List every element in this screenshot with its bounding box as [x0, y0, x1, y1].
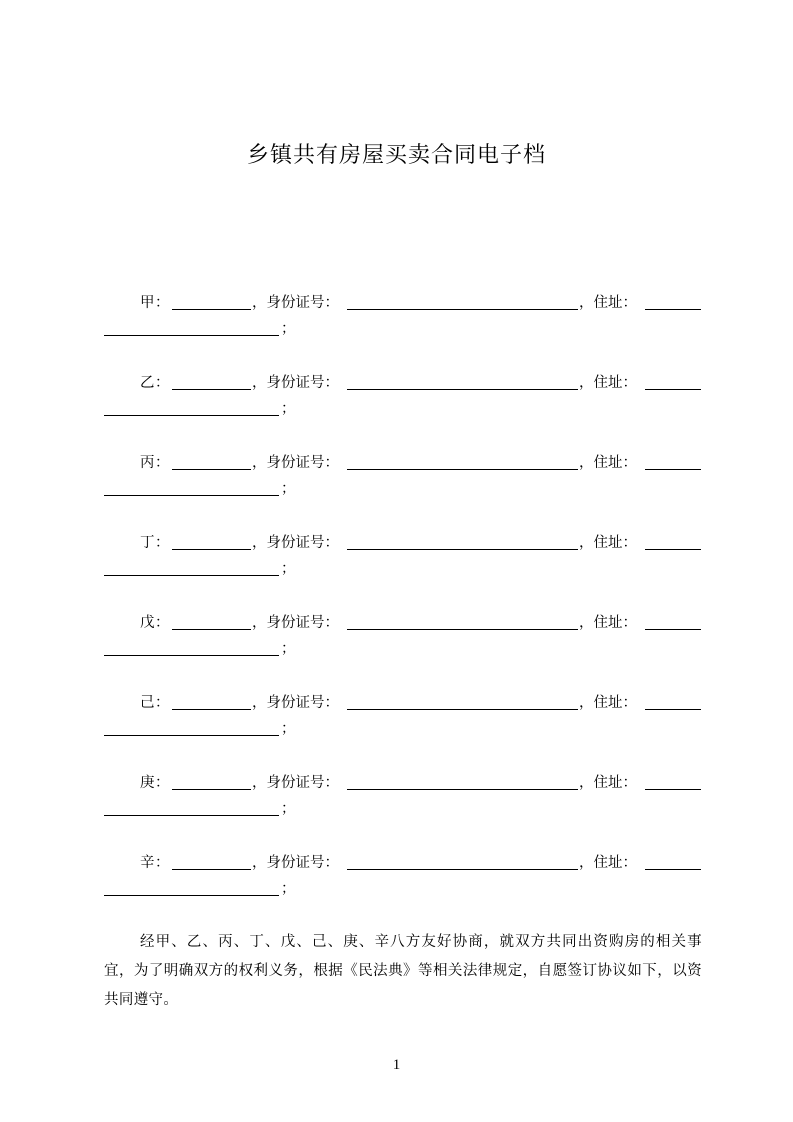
party-name: 辛 — [140, 855, 155, 871]
id-number-label: ，身份证号： — [252, 615, 339, 631]
address-blank[interactable] — [645, 629, 701, 630]
id-number-label: ，身份证号： — [252, 775, 339, 791]
party-name: 己 — [140, 695, 155, 711]
end-semicolon: ； — [281, 881, 296, 897]
party-name: 戊 — [140, 615, 155, 631]
party-row — [104, 373, 700, 423]
address-blank[interactable] — [645, 869, 701, 870]
party-row — [104, 693, 700, 743]
colon-label: ： — [155, 855, 170, 871]
address-label: ，住址： — [579, 775, 637, 791]
id-number-label: ，身份证号： — [252, 695, 339, 711]
id-number-label: ，身份证号： — [252, 455, 339, 471]
address-blank-continued[interactable] — [104, 335, 279, 336]
address-label: ，住址： — [579, 295, 637, 311]
end-semicolon: ； — [281, 401, 296, 417]
party-name-blank[interactable] — [172, 309, 251, 310]
colon-label: ： — [155, 535, 170, 551]
end-semicolon: ； — [281, 721, 296, 737]
end-semicolon: ； — [281, 641, 296, 657]
address-label: ，住址： — [579, 855, 637, 871]
party-name-blank[interactable] — [172, 789, 251, 790]
address-label: ，住址： — [579, 615, 637, 631]
address-blank[interactable] — [645, 709, 701, 710]
address-blank-continued[interactable] — [104, 815, 279, 816]
id-number-blank[interactable] — [347, 309, 578, 310]
address-blank[interactable] — [645, 469, 701, 470]
colon-label: ： — [155, 375, 170, 391]
party-name: 庚 — [140, 775, 155, 791]
id-number-blank[interactable] — [347, 789, 578, 790]
party-name-blank[interactable] — [172, 629, 251, 630]
colon-label: ： — [155, 615, 170, 631]
id-number-label: ，身份证号： — [252, 295, 339, 311]
colon-label: ： — [155, 455, 170, 471]
party-name: 乙 — [140, 375, 155, 391]
id-number-blank[interactable] — [347, 869, 578, 870]
end-semicolon: ； — [281, 801, 296, 817]
id-number-blank[interactable] — [347, 549, 578, 550]
document-title: 乡镇共有房屋买卖合同电子档 — [246, 143, 546, 168]
party-row — [104, 533, 700, 583]
page-number: 1 — [392, 1057, 401, 1073]
address-label: ，住址： — [579, 375, 637, 391]
end-semicolon: ； — [281, 561, 296, 577]
id-number-label: ，身份证号： — [252, 375, 339, 391]
party-row — [104, 853, 700, 903]
id-number-blank[interactable] — [347, 709, 578, 710]
address-blank-continued[interactable] — [104, 415, 279, 416]
colon-label: ： — [155, 695, 170, 711]
end-semicolon: ； — [281, 321, 296, 337]
end-semicolon: ； — [281, 481, 296, 497]
id-number-label: ，身份证号： — [252, 855, 339, 871]
party-row — [104, 773, 700, 823]
party-row — [104, 293, 700, 343]
address-blank-continued[interactable] — [104, 735, 279, 736]
address-blank-continued[interactable] — [104, 655, 279, 656]
address-blank-continued[interactable] — [104, 575, 279, 576]
party-row — [104, 613, 700, 663]
party-name-blank[interactable] — [172, 389, 251, 390]
colon-label: ： — [155, 775, 170, 791]
id-number-blank[interactable] — [347, 469, 578, 470]
address-blank[interactable] — [645, 309, 701, 310]
party-name-blank[interactable] — [172, 709, 251, 710]
party-name-blank[interactable] — [172, 869, 251, 870]
address-blank[interactable] — [645, 789, 701, 790]
party-name-blank[interactable] — [172, 469, 251, 470]
party-name-blank[interactable] — [172, 549, 251, 550]
party-name: 甲 — [140, 295, 155, 311]
party-row — [104, 453, 700, 503]
address-blank[interactable] — [645, 549, 701, 550]
address-label: ，住址： — [579, 455, 637, 471]
id-number-label: ，身份证号： — [252, 535, 339, 551]
party-name: 丙 — [140, 455, 155, 471]
agreement-paragraph: 经甲、乙、丙、丁、戊、己、庚、辛八方友好协商，就双方共同出资购房的相关事宜，为了明确双方的权利义务，根据《民法典》等相关法律规定，自愿签订协议如下，以资共同遵守。 — [104, 934, 702, 1008]
id-number-blank[interactable] — [347, 389, 578, 390]
address-label: ，住址： — [579, 535, 637, 551]
address-blank-continued[interactable] — [104, 495, 279, 496]
party-name: 丁 — [140, 535, 155, 551]
address-label: ，住址： — [579, 695, 637, 711]
address-blank-continued[interactable] — [104, 895, 279, 896]
address-blank[interactable] — [645, 389, 701, 390]
colon-label: ： — [155, 295, 170, 311]
id-number-blank[interactable] — [347, 629, 578, 630]
